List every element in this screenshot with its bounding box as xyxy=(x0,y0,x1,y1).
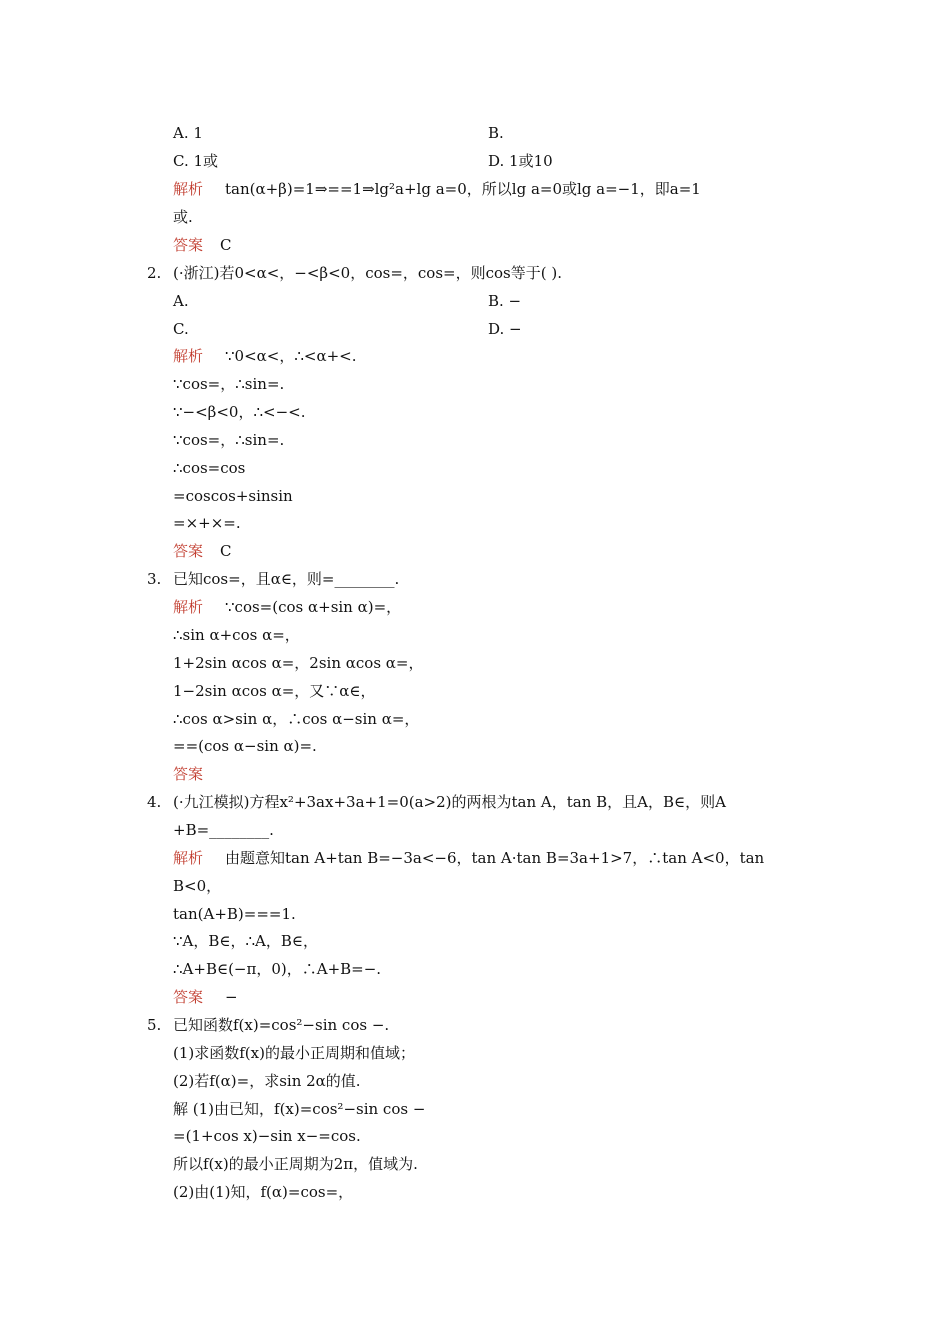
analysis-label: 解析 xyxy=(173,347,204,365)
question-text: (1)求函数f(x)的最小正周期和值域； xyxy=(173,1044,415,1062)
answer-value: C xyxy=(220,542,232,560)
analysis-text: =coscos+sinsin xyxy=(173,487,293,505)
answer-label: 答案 xyxy=(173,236,204,254)
solution-text: (2)由(1)知，f(α)=cos=， xyxy=(173,1183,354,1201)
answer-label: 答案 xyxy=(173,988,204,1006)
analysis-text: B<0， xyxy=(173,877,222,895)
question-text: (·浙江)若0<α<，−<β<0，cos=，cos=，则cos等于( ). xyxy=(173,264,562,282)
analysis-text: ∴sin α+cos α=， xyxy=(173,626,300,644)
analysis-text: 1+2sin αcos α=，2sin αcos α=， xyxy=(173,654,424,672)
analysis-text: ∵cos=，∴sin=. xyxy=(173,431,285,449)
analysis-text: 1−2sin αcos α=，又∵α∈， xyxy=(173,682,376,700)
answer-value: − xyxy=(225,988,238,1006)
option-a: A. xyxy=(173,292,189,310)
question-number: 5. xyxy=(147,1016,162,1034)
analysis-text: =×+×=. xyxy=(173,514,241,532)
option-b: B. xyxy=(488,124,504,142)
analysis-text: 或. xyxy=(173,208,193,226)
analysis-text: tan(A+B)===1. xyxy=(173,905,296,923)
analysis-text: ∴cos α>sin α，∴cos α−sin α=， xyxy=(173,710,420,728)
solution-text: 所以f(x)的最小正周期为2π，值域为. xyxy=(173,1155,418,1173)
analysis-text: ∵−<β<0，∴<−<. xyxy=(173,403,306,421)
option-c: C. xyxy=(173,320,189,338)
question-number: 4. xyxy=(147,793,162,811)
analysis-text: tan(α+β)=1⇒==1⇒lg²a+lg a=0，所以lg a=0或lg a=−1，即a=1 xyxy=(225,180,701,198)
analysis-text: 由题意知tan A+tan B=−3a<−6，tan A·tan B=3a+1>7，∴tan A<0，tan xyxy=(225,849,765,867)
option-b: B. − xyxy=(488,292,522,310)
option-d: D. 1或10 xyxy=(488,152,553,170)
question-number: 2. xyxy=(147,264,162,282)
analysis-label: 解析 xyxy=(173,180,204,198)
answer-label: 答案 xyxy=(173,765,204,783)
analysis-text: ∵cos=，∴sin=. xyxy=(173,375,285,393)
analysis-text: ∴cos=cos xyxy=(173,459,246,477)
analysis-text: ∵0<α<，∴<α+<. xyxy=(225,347,357,365)
analysis-text: ∵A，B∈，∴A，B∈， xyxy=(173,932,319,950)
option-c: C. 1或 xyxy=(173,152,219,170)
solution-text: =(1+cos x)−sin x−=cos. xyxy=(173,1127,361,1145)
analysis-text: ==(cos α−sin α)=. xyxy=(173,737,317,755)
question-text: +B=________. xyxy=(173,821,274,839)
answer-value: C xyxy=(220,236,232,254)
analysis-text: ∵cos=(cos α+sin α)=， xyxy=(225,598,402,616)
option-d: D. − xyxy=(488,320,522,338)
option-a: A. 1 xyxy=(173,124,203,142)
analysis-label: 解析 xyxy=(173,598,204,616)
solution-text: 解 (1)由已知，f(x)=cos²−sin cos − xyxy=(173,1100,426,1118)
question-text: 已知函数f(x)=cos²−sin cos −. xyxy=(173,1016,390,1034)
analysis-label: 解析 xyxy=(173,849,204,867)
answer-label: 答案 xyxy=(173,542,204,560)
question-number: 3. xyxy=(147,570,162,588)
question-text: 已知cos=，且α∈，则=________. xyxy=(173,570,400,588)
question-text: (2)若f(α)=，求sin 2α的值. xyxy=(173,1072,361,1090)
analysis-text: ∴A+B∈(−π，0)，∴A+B=−. xyxy=(173,960,382,978)
question-text: (·九江模拟)方程x²+3ax+3a+1=0(a>2)的两根为tan A，tan B，且A，B∈，则A xyxy=(173,793,726,811)
